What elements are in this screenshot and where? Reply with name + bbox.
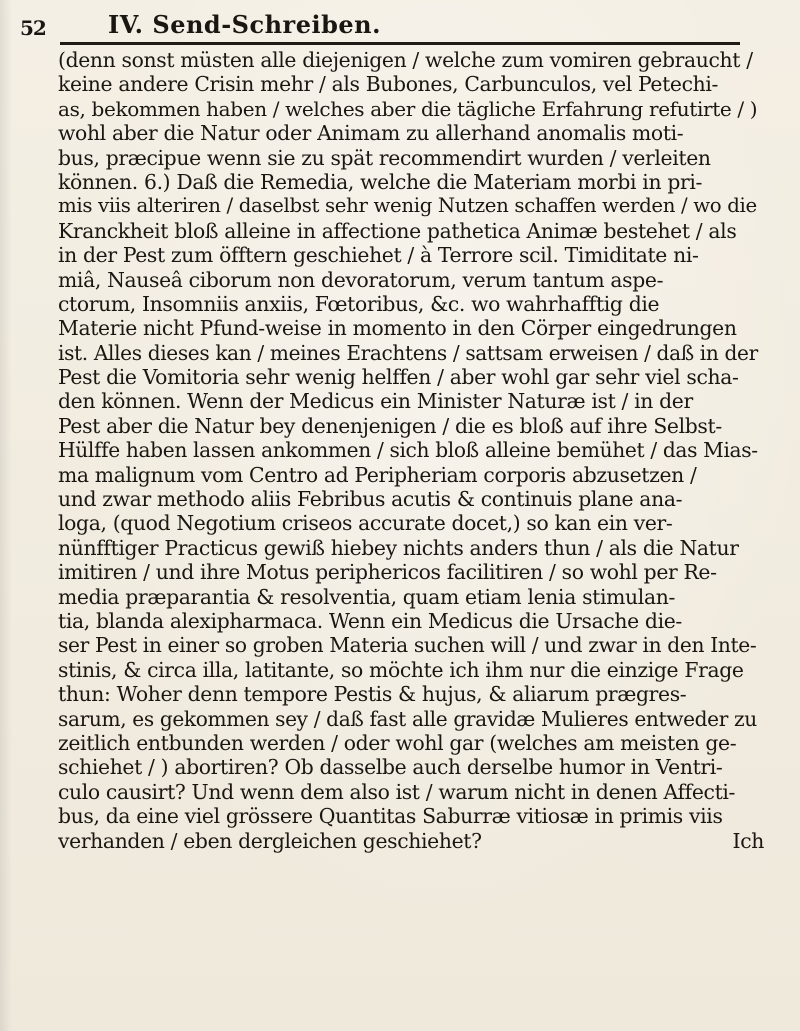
text-line: as, bekommen haben / welches aber die tägliche Erfahrung refutirte / ) <box>58 96 758 121</box>
text-line: verhanden / eben dergleichen geschiehet? Ich <box>58 828 764 853</box>
running-title: IV. Send-Schreiben. <box>108 10 381 39</box>
text-line: und zwar methodo aliis Febribus acutis & continuis plane ana- <box>58 487 683 512</box>
text-line: Pest aber die Natur bey denenjenigen / die es bloß auf ihre Selbst- <box>58 413 722 438</box>
body-text <box>58 48 764 853</box>
text-line: Kranckheit bloß alleine in affectione pathetica Animæ bestehet / als <box>58 218 737 243</box>
text-line: Pest die Vomitoria sehr wenig helffen / aber wohl gar sehr viel scha- <box>58 365 739 390</box>
text-line: keine andere Crisin mehr / als Bubones, Carbunculos, vel Petechi- <box>58 72 719 97</box>
text-line: bus, præcipue wenn sie zu spät recommendirt wurden / verleiten <box>58 145 711 170</box>
text-line: wohl aber die Natur oder Animam zu allerhand anomalis moti- <box>58 121 684 146</box>
text-line: stinis, & circa illa, latitante, so möchte ich ihm nur die einzige Frage <box>58 657 744 682</box>
text-line: den können. Wenn der Medicus ein Minister Naturæ ist / in der <box>58 389 693 414</box>
text-line: ser Pest in einer so groben Materia suchen will / und zwar in den Inte- <box>58 633 757 658</box>
text-line: media præparantia & resolventia, quam etiam lenia stimulan- <box>58 584 675 609</box>
text-line: können. 6.) Daß die Remedia, welche die Materiam morbi in pri- <box>58 169 703 194</box>
text-line: zeitlich entbunden werden / oder wohl gar (welches am meisten ge- <box>58 730 737 755</box>
text-line: ist. Alles dieses kan / meines Erachtens / sattsam erweisen / daß in der <box>58 340 758 365</box>
text-line: mis viis alteriren / daselbst sehr wenig Nutzen schaffen werden / wo die <box>58 194 757 218</box>
text-line: tia, blanda alexipharmaca. Wenn ein Medicus die Ursache die- <box>58 608 682 633</box>
text-line: miâ, Nauseâ ciborum non devoratorum, verum tantum aspe- <box>58 267 664 292</box>
text-line: Materie nicht Pfund-weise in momento in den Cörper eingedrungen <box>58 316 737 341</box>
header-rule <box>60 42 740 45</box>
catchword: Ich <box>732 828 764 853</box>
text-line: loga, (quod Negotium criseos accurate docet,) so kan ein ver- <box>58 511 673 536</box>
page-header <box>20 4 760 44</box>
text-line: sarum, es gekommen sey / daß fast alle gravidæ Mulieres entweder zu <box>58 706 757 731</box>
text-line: ma malignum vom Centro ad Peripheriam corporis abzusetzen / <box>58 462 697 487</box>
page-edge-shadow <box>0 0 12 1031</box>
text-line: ctorum, Insomniis anxiis, Fœtoribus, &c. wo wahrhafftig die <box>58 291 660 316</box>
text-line: schiehet / ) abortiren? Ob dasselbe auch derselbe humor in Ventri- <box>58 755 723 780</box>
text-line: imitiren / und ihre Motus periphericos facilitiren / so wohl per Re- <box>58 560 717 585</box>
text-line: Hülffe haben lassen ankommen / sich bloß alleine bemühet / das Mias- <box>58 438 758 463</box>
text-line: in der Pest zum öfftern geschiehet / à Terrore scil. Timiditate ni- <box>58 243 699 268</box>
text-line: culo causirt? Und wenn dem also ist / warum nicht in denen Affecti- <box>58 779 736 804</box>
page-number: 52 <box>20 16 46 40</box>
text-line: nünfftiger Practicus gewiß hiebey nichts anders thun / als die Natur <box>58 535 739 560</box>
text-line: thun: Woher denn tempore Pestis & hujus, & aliarum prægres- <box>58 682 687 707</box>
text-line: bus, da eine viel grössere Quantitas Saburræ vitiosæ in primis viis <box>58 804 723 829</box>
text-line: (denn sonst müsten alle diejenigen / welche zum vomiren gebraucht / <box>58 48 753 72</box>
